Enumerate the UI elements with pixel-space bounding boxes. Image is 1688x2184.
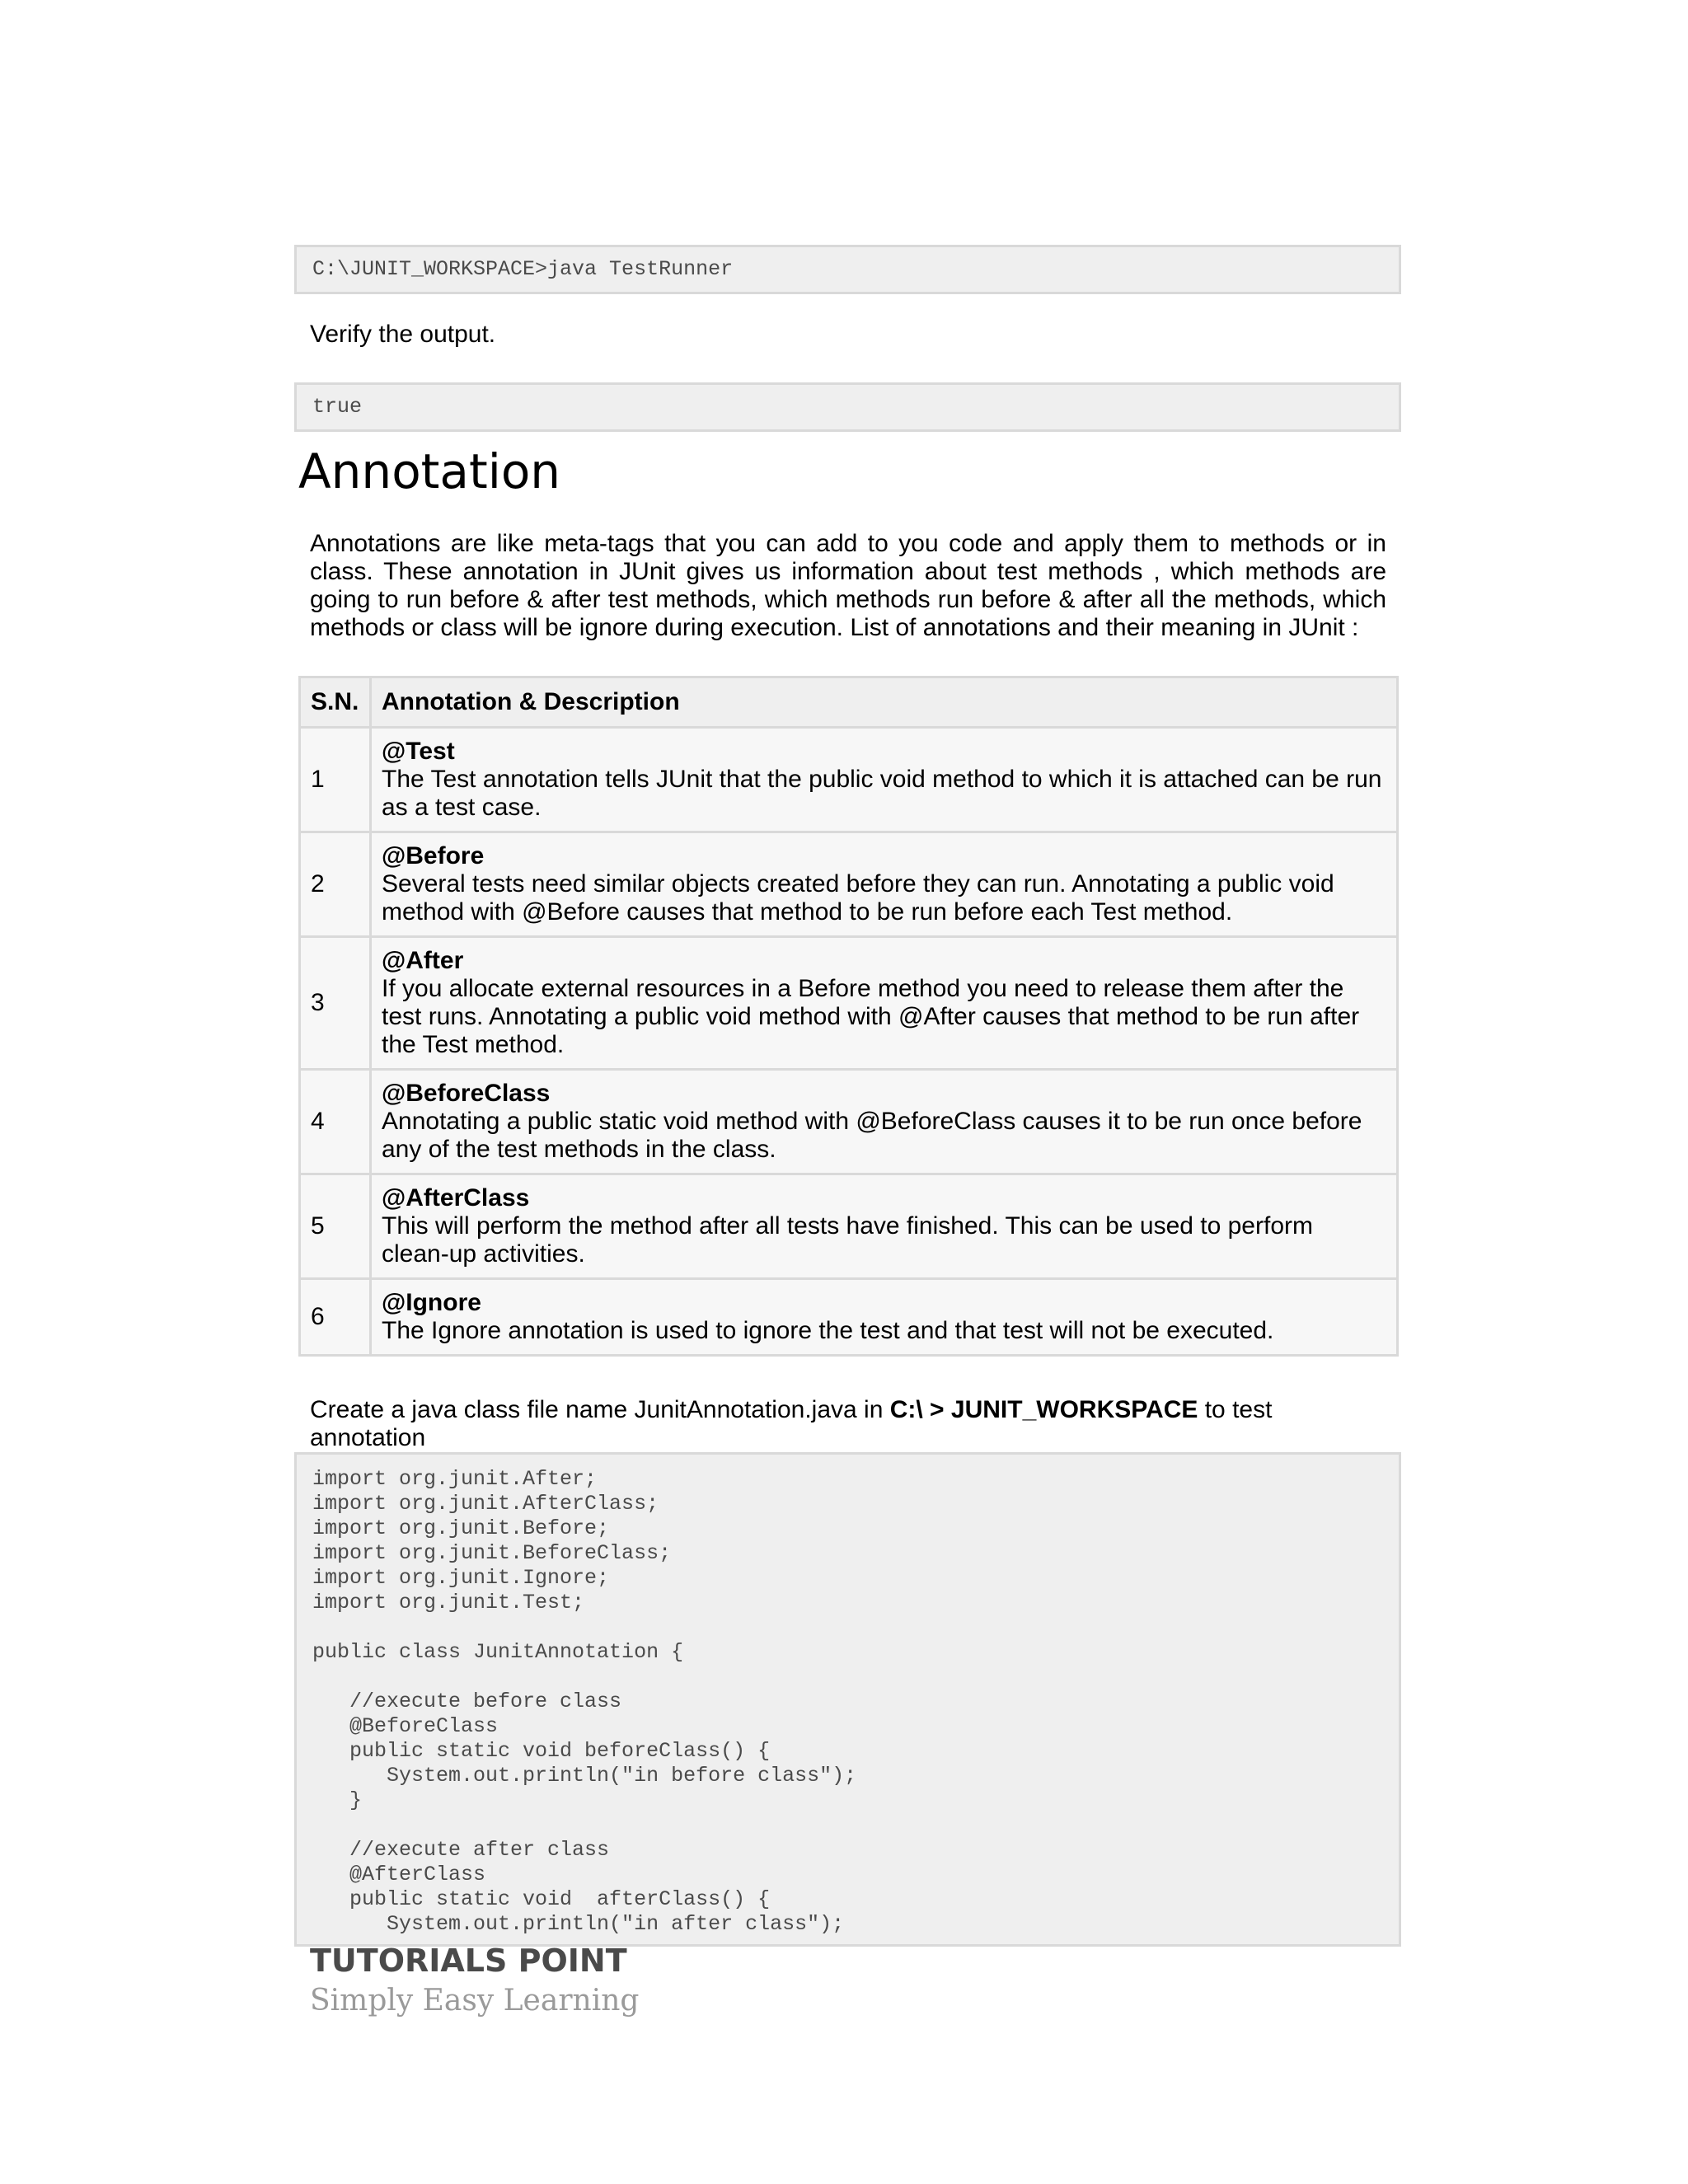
table-row <box>300 1070 1398 1174</box>
annotation-name: @Test <box>382 738 455 765</box>
verify-text: Verify the output. <box>310 321 496 348</box>
command-code-box <box>294 245 1401 294</box>
annotation-name: @After <box>382 947 464 974</box>
table-row <box>300 1279 1398 1356</box>
table-row <box>300 832 1398 937</box>
annotation-name: @Before <box>382 842 485 869</box>
header-annotation-description: Annotation & Description <box>371 677 1398 728</box>
footer-tagline: Simply Easy Learning <box>310 1984 640 2018</box>
row-sn: 5 <box>300 1174 371 1279</box>
annotation-table <box>298 676 1399 1357</box>
output-text: true <box>312 395 363 419</box>
row-sn: 6 <box>300 1279 371 1356</box>
create-text-path: C:\ > JUNIT_WORKSPACE <box>889 1396 1198 1423</box>
footer-brand: TUTORIALS POINT <box>310 1943 627 1979</box>
annotation-description: The Test annotation tells JUnit that the public void method to which it is attached can be run as a test case. <box>382 766 1382 821</box>
java-code: import org.junit.After; import org.junit.AfterClass; import org.junit.Before; import org.junit.BeforeClass; import org.junit.Ignore; import org.junit.Test; public class JunitAnnotation { //execute before class @BeforeClass public static void beforeClass() { System.out.println("in before class"); } //execute after class @AfterClass public static void afterClass() { System.out.println("in after class"); <box>312 1467 857 1936</box>
section-title: Annotation <box>298 443 561 499</box>
annotation-description: This will perform the method after all tests have finished. This can be used to perform clean-up activities. <box>382 1212 1313 1268</box>
command-text: C:\JUNIT_WORKSPACE>java TestRunner <box>312 257 734 281</box>
intro-paragraph: Annotations are like meta-tags that you can add to you code and apply them to methods or in class. These annotation in JUnit gives us information about test methods , which methods are going to run before & after test methods, which methods run before & after all the methods, which methods or class will be ignore during execution. List of annotations and their meaning in JUnit : <box>310 530 1386 641</box>
annotation-name: @BeforeClass <box>382 1080 551 1107</box>
java-code-block <box>294 1452 1401 1947</box>
row-sn: 4 <box>300 1070 371 1174</box>
row-content <box>371 728 1398 832</box>
annotation-description: The Ignore annotation is used to ignore the test and that test will not be executed. <box>382 1317 1274 1344</box>
row-sn: 2 <box>300 832 371 937</box>
create-class-instruction <box>310 1396 1386 1452</box>
table-row <box>300 1174 1398 1279</box>
row-content <box>371 832 1398 937</box>
row-content <box>371 937 1398 1070</box>
header-sn: S.N. <box>300 677 371 728</box>
table-row <box>300 728 1398 832</box>
create-text-after: to test annotation <box>310 1396 1273 1451</box>
row-content <box>371 1174 1398 1279</box>
annotation-description: Several tests need similar objects created before they can run. Annotating a public void method with @Before causes that method to be run before each Test method. <box>382 870 1334 926</box>
table-row <box>300 937 1398 1070</box>
annotation-name: @Ignore <box>382 1289 481 1316</box>
row-sn: 1 <box>300 728 371 832</box>
row-sn: 3 <box>300 937 371 1070</box>
row-content <box>371 1070 1398 1174</box>
annotation-description: Annotating a public static void method with @BeforeClass causes it to be run once before any of the test methods in the class. <box>382 1108 1362 1163</box>
table-header-row <box>300 677 1398 728</box>
annotation-description: If you allocate external resources in a Before method you need to release them after the test runs. Annotating a public void method with @After causes that method to be run after the Test method. <box>382 975 1360 1058</box>
row-content <box>371 1279 1398 1356</box>
output-code-box <box>294 382 1401 432</box>
annotation-name: @AfterClass <box>382 1184 530 1212</box>
create-text-before: Create a java class file name JunitAnnotation.java in <box>310 1396 890 1423</box>
